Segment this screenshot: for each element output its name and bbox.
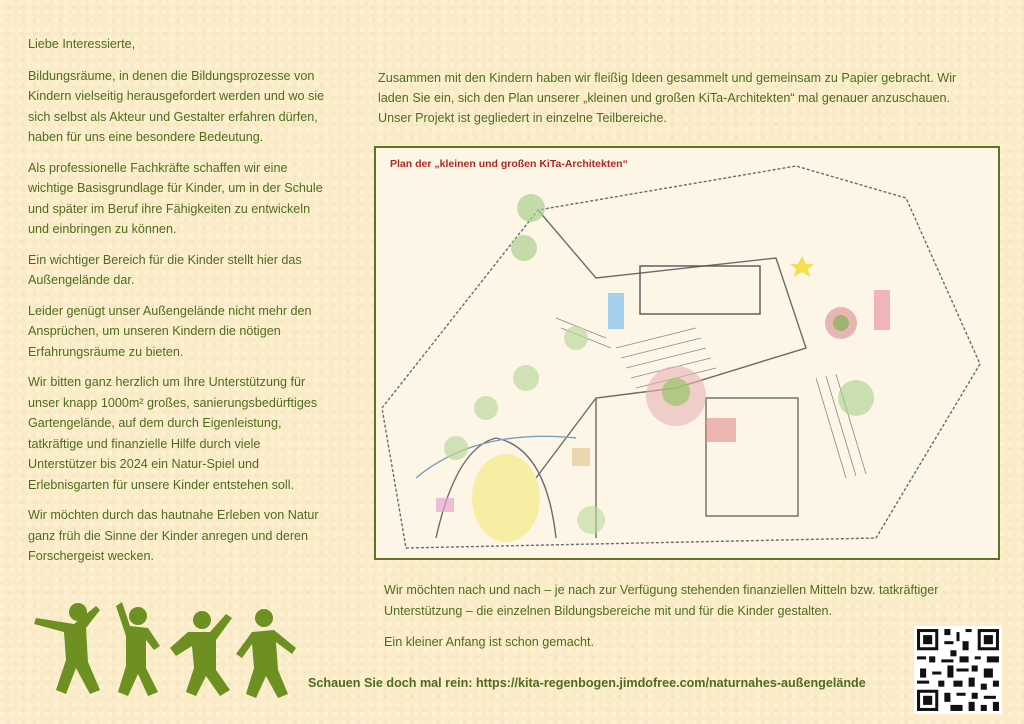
plan-title: Plan der „kleinen und großen KiTa-Architekten“ <box>390 158 628 170</box>
jumping-children-silhouette-icon <box>30 598 310 702</box>
website-line <box>308 676 866 690</box>
bottom-text <box>384 580 984 664</box>
paragraph-anfang: Ein kleiner Anfang ist schon gemacht. <box>384 635 595 649</box>
garden-plan <box>374 146 1000 560</box>
intro-text: Zusammen mit den Kindern haben wir fleißig Ideen gesammelt und gemeinsam zu Papier gebracht. Wir laden Sie ein, sich den Plan unserer „kleinen und großen KiTa-Architekten“ mal genauer anzuschauen. Unser Projekt ist gegliedert in einzelne Teilbereiche. <box>378 71 957 125</box>
link-prefix: Schauen Sie doch mal rein: <box>308 676 473 690</box>
paragraph-unterstuetzung: Wir bitten ganz herzlich um Ihre Unterstützung für unser knapp 1000m² großes, sanierungsbedürftiges Gartengelände, auf dem durch Eigenleistung, tatkräftige und finanzielle Hilfe durch viele Unterstützer bis 2024 ein Natur-Spiel und Erlebnisgarten für unsere Kinder entstehen soll. <box>28 375 318 492</box>
greeting: Liebe Interessierte, <box>28 37 136 51</box>
paragraph-natur: Wir möchten durch das hautnahe Erleben von Natur ganz früh die Sinne der Kinder anregen und deren Forschergeist wecken. <box>28 508 319 563</box>
left-column <box>28 34 328 577</box>
website-link[interactable]: https://kita-regenbogen.jimdofree.com/naturnahes-außengelände <box>475 676 866 690</box>
garden-plan-drawing <box>376 148 998 558</box>
paragraph-nach-und-nach: Wir möchten nach und nach – je nach zur Verfügung stehenden finanziellen Mitteln bzw. tatkräftiger Unterstützung – die einzelnen Bildungsbereiche mit und für die Kinder gestalten. <box>384 583 939 618</box>
paragraph-fachkraefte: Als professionelle Fachkräfte schaffen wir eine wichtige Basisgrundlage für Kinder, um in der Schule und später im Beruf ihre Fähigkeiten zu entwickeln und einbringen zu können. <box>28 160 323 236</box>
paragraph-bildungsraeume: Bildungsräume, in denen die Bildungsprozesse von Kindern vielseitig herausgefordert werden und wo sie sich selbst als Akteur und Gestalter erfahren dürfen, haben für uns eine besondere Bedeutung. <box>28 68 325 144</box>
qr-code-icon[interactable] <box>914 626 1002 714</box>
paragraph-leider: Leider genügt unser Außengelände nicht mehr den Ansprüchen, um unseren Kindern die nötigen Erfahrungsräume zu bieten. <box>28 303 312 359</box>
paragraph-aussengelaende: Ein wichtiger Bereich für die Kinder stellt hier das Außengelände dar. <box>28 252 302 287</box>
